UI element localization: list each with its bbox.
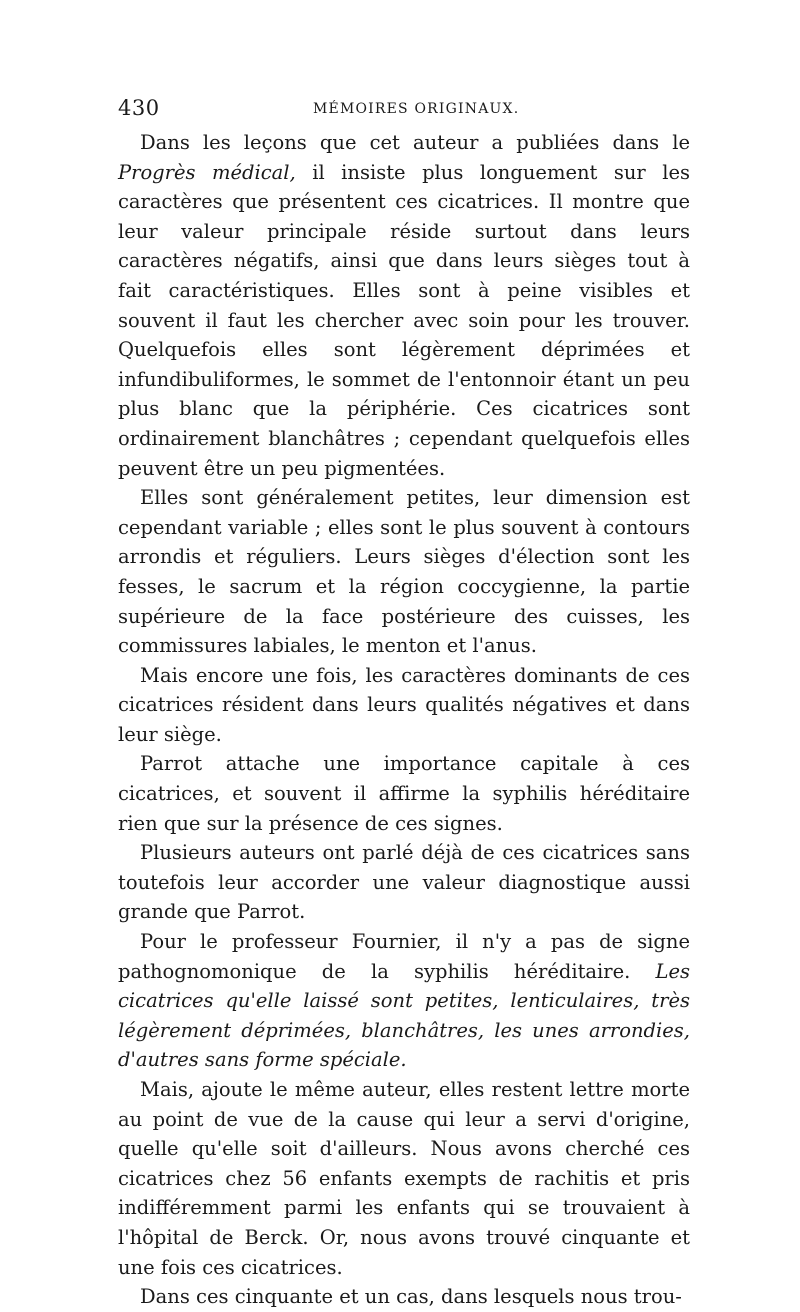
paragraph: Parrot attache une importance capitale à ces cicatrices, et souvent il affirme la syphilis héréditaire rien que sur la présence de ces signes. xyxy=(118,752,690,835)
paragraph: Mais, ajoute le même auteur, elles restent lettre morte au point de vue de la cause qui leur a servi d'origine, quelle qu'elle soit d'ailleurs. Nous avons cherché ces cicatrices chez 56 enfants exempts de rachitis et pris indifféremment parmi les enfants qui se trouvaient à l'hôpital de Berck. Or, nous avons trouvé cinquante et une fois ces cicatrices. xyxy=(118,1078,690,1279)
paragraph: Dans les leçons que cet auteur a publiées dans le Progrès médical, il insiste plus longuement sur les caractères que présentent ces cicatrices. Il montre que leur valeur principale réside surtout dans leurs caractères négatifs, ainsi que dans leurs sièges tout à fait caractéristiques. Elles sont à peine visibles et souvent il faut les chercher avec soin pour les trouver. Quelquefois elles sont légèrement déprimées et infundibuliformes, le sommet de l'entonnoir étant un peu plus blanc que la périphérie. Ces cicatrices sont ordinairement blanchâtres ; cependant quelquefois elles peuvent être un peu pigmentées. xyxy=(118,131,690,480)
body-text xyxy=(118,128,690,1312)
page-number: 430 xyxy=(118,96,160,120)
paragraph: Pour le professeur Fournier, il n'y a pas de signe pathognomonique de la syphilis héréditaire. Les cicatrices qu'elle laissé sont petites, lenticulaires, très légèrement déprimées, blanchâtres, les unes arrondies, d'autres sans forme spéciale. xyxy=(118,930,690,1072)
paragraph: Plusieurs auteurs ont parlé déjà de ces cicatrices sans toutefois leur accorder une valeur diagnostique aussi grande que Parrot. xyxy=(118,841,690,924)
page-header xyxy=(118,96,690,126)
paragraph: Mais encore une fois, les caractères dominants de ces cicatrices résident dans leurs qualités négatives et dans leur siège. xyxy=(118,663,690,746)
paragraph: Elles sont généralement petites, leur dimension est cependant variable ; elles sont le plus souvent à contours arrondis et réguliers. Leurs sièges d'élection sont les fesses, le sacrum et la région coccygienne, la partie supérieure de la face postérieure des cuisses, les commissures labiales, le menton et l'anus. xyxy=(118,486,690,658)
paragraph: Dans ces cinquante et un cas, dans lesquels nous trou- xyxy=(140,1285,682,1309)
running-head: MÉMOIRES ORIGINAUX. xyxy=(313,101,520,117)
